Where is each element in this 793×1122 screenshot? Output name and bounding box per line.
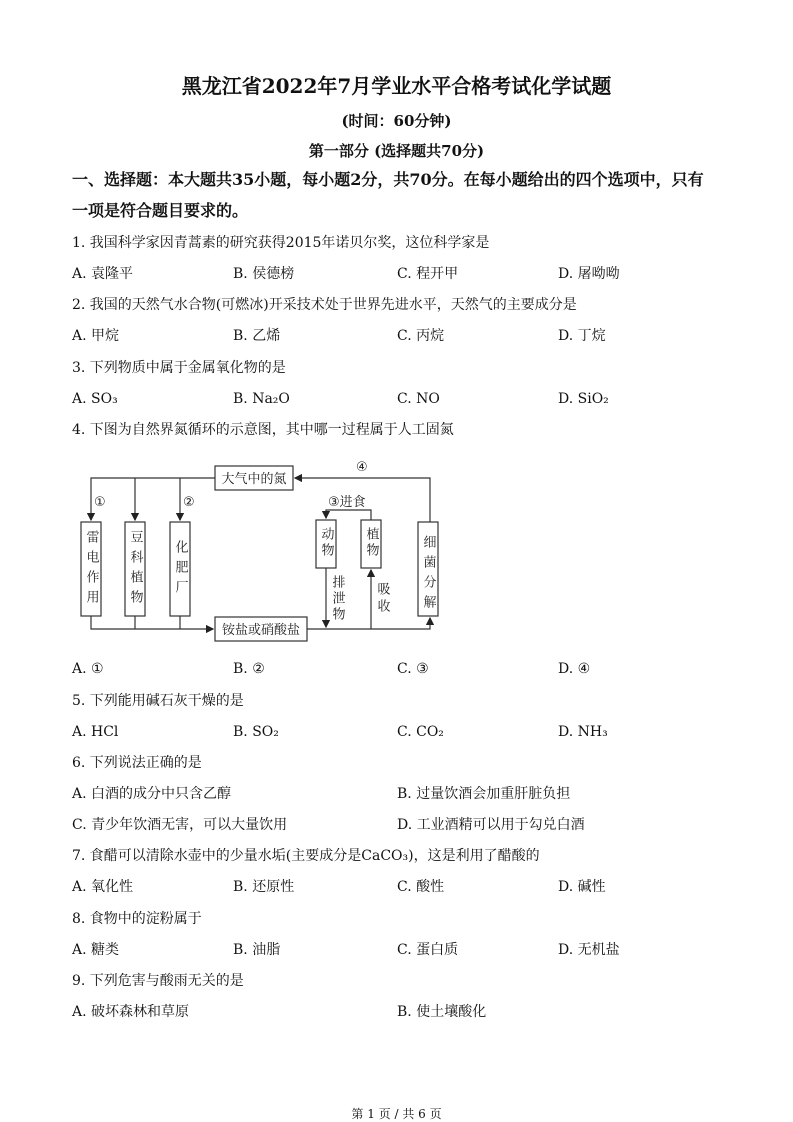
label-absorption: 吸收 xyxy=(374,582,390,616)
option-a: A. HCl xyxy=(72,724,119,740)
option-a: A. 氧化性 xyxy=(72,879,134,895)
option-c: C. CO₂ xyxy=(397,724,444,740)
page-footer: 第 1 页 / 共 6 页 xyxy=(351,1107,442,1121)
option-d: D. 碱性 xyxy=(558,879,606,895)
label-4: ④ xyxy=(356,460,368,475)
question-stem: 2. 我国的天然气水合物(可燃冰)开采技术处于世界先进水平，天然气的主要成分是 xyxy=(72,297,577,313)
option-d: D. ④ xyxy=(558,661,591,677)
option-b: B. Na₂O xyxy=(233,391,290,407)
label-3: ③进食 xyxy=(328,495,366,510)
exam-time: (时间：60分钟) xyxy=(341,112,452,130)
part-heading: 第一部分 (选择题共70分) xyxy=(308,142,485,160)
option-a: A. 糖类 xyxy=(72,942,120,958)
option-d: D. NH₃ xyxy=(558,724,608,740)
label-1: ① xyxy=(94,495,106,510)
option-d: D. SiO₂ xyxy=(558,391,609,407)
option-a: A. 甲烷 xyxy=(72,328,120,344)
instructions-line-2: 一项是符合题目要求的。 xyxy=(72,201,249,220)
option-b: B. SO₂ xyxy=(233,724,279,740)
option-c: C. 丙烷 xyxy=(397,328,445,344)
option-c: C. 青少年饮酒无害，可以大量饮用 xyxy=(72,817,288,833)
question-stem: 9. 下列危害与酸雨无关的是 xyxy=(72,973,244,989)
option-a: A. ① xyxy=(72,661,104,677)
option-b: B. 还原性 xyxy=(233,879,295,895)
node-ammonium-nitrate: 铵盐或硝酸盐 xyxy=(221,623,301,638)
question-stem: 5. 下列能用碱石灰干燥的是 xyxy=(72,693,244,709)
option-a: A. 白酒的成分中只含乙醇 xyxy=(72,786,232,802)
question-stem: 6. 下列说法正确的是 xyxy=(72,755,202,771)
label-excretion: 排泄物 xyxy=(329,575,345,623)
option-b: B. 使土壤酸化 xyxy=(397,1004,487,1020)
option-d: D. 屠呦呦 xyxy=(558,266,620,282)
node-atmosphere-nitrogen: 大气中的氮 xyxy=(221,472,287,487)
node-lightning: 雷电作用 xyxy=(83,530,99,610)
option-d: D. 无机盐 xyxy=(558,942,620,958)
option-c: C. 蛋白质 xyxy=(397,942,459,958)
option-b: B. 油脂 xyxy=(233,942,281,958)
node-legume: 豆科植物 xyxy=(127,530,143,610)
node-animal: 动物 xyxy=(318,527,334,559)
option-a: A. 破坏森林和草原 xyxy=(72,1004,190,1020)
question-stem: 7. 食醋可以清除水壶中的少量水垢(主要成分是CaCO₃)，这是利用了醋酸的 xyxy=(72,848,540,864)
option-a: A. 袁隆平 xyxy=(72,266,134,282)
option-c: C. 程开甲 xyxy=(397,266,459,282)
page-title: 黑龙江省2022年7月学业水平合格考试化学试题 xyxy=(181,74,612,98)
question-stem: 4. 下图为自然界氮循环的示意图，其中哪一过程属于人工固氮 xyxy=(72,422,454,438)
option-c: C. ③ xyxy=(397,661,429,677)
option-c: C. 酸性 xyxy=(397,879,445,895)
option-b: B. 乙烯 xyxy=(233,328,281,344)
label-2: ② xyxy=(183,495,195,510)
option-b: B. 过量饮酒会加重肝脏负担 xyxy=(397,786,571,802)
instructions-line-1: 一、选择题：本大题共35小题，每小题2分，共70分。在每小题给出的四个选项中，只有 xyxy=(72,170,704,189)
option-b: B. 侯德榜 xyxy=(233,266,295,282)
node-fertilizer-plant: 化肥厂 xyxy=(172,540,188,600)
option-c: C. NO xyxy=(397,391,440,407)
question-stem: 1. 我国科学家因青蒿素的研究获得2015年诺贝尔奖，这位科学家是 xyxy=(72,235,490,251)
option-b: B. ② xyxy=(233,661,265,677)
node-bacteria: 细菌分解 xyxy=(420,535,436,615)
question-stem: 8. 食物中的淀粉属于 xyxy=(72,911,202,927)
option-d: D. 工业酒精可以用于勾兑白酒 xyxy=(397,817,585,833)
option-d: D. 丁烷 xyxy=(558,328,606,344)
question-stem: 3. 下列物质中属于金属氧化物的是 xyxy=(72,360,286,376)
node-plant: 植物 xyxy=(363,527,379,559)
option-a: A. SO₃ xyxy=(72,391,118,407)
